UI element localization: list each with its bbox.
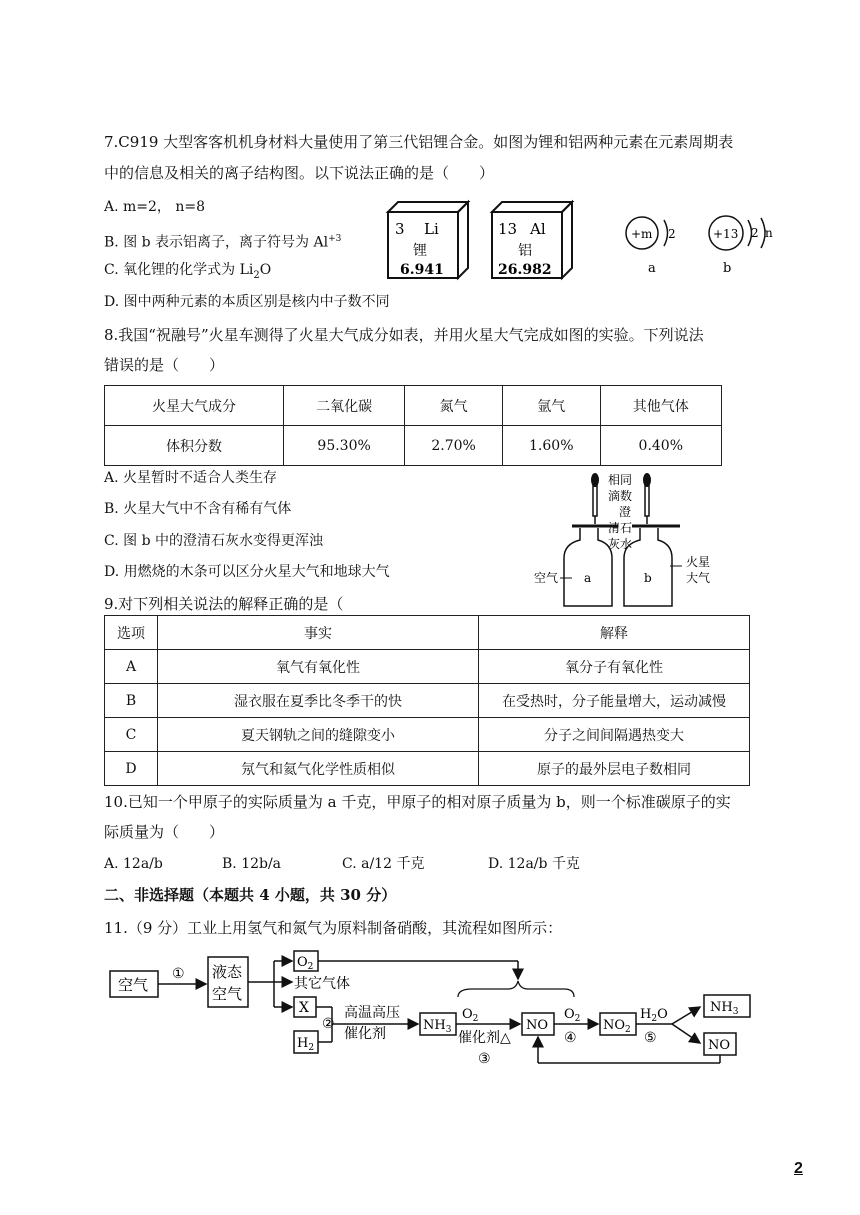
h2o-label: $H_2O$ (640, 1007, 668, 1024)
q8-option-d: D. 用燃烧的木条可以区分火星大气和地球大气 (104, 564, 390, 580)
q7-figure (380, 190, 790, 290)
table-cell: 氧分子有氧化性 (479, 650, 750, 684)
table-cell: 体积分数 (105, 426, 284, 466)
table-cell: 湿衣服在夏季比冬季干的快 (158, 684, 479, 718)
dropper-label-3: 澄 (619, 505, 632, 519)
no-out-label: NO (708, 1038, 731, 1053)
table-cell: 1.60% (502, 426, 600, 466)
o2-label-3: $O_2$ (462, 1007, 479, 1024)
mars-atm-label-1: 火星 (686, 555, 711, 569)
q8-bottle-figure (520, 470, 730, 610)
dropper-label-5: 灰水 (608, 537, 633, 551)
q9-stem: 9.对下列相关说法的解释正确的是（ (104, 595, 344, 613)
table-header-cell: 解释 (479, 616, 750, 650)
table-row (105, 616, 750, 650)
q10-option-a: A. 12a/b (104, 856, 163, 872)
condition-2-top: 高温高压 (344, 1005, 400, 1021)
mars-atm-label-2: 大气 (686, 571, 711, 585)
nitric-acid-flowchart (100, 945, 780, 1075)
table-row (105, 752, 750, 786)
q8-stem-line1: 8.我国“祝融号”火星车测得了火星大气成分如表，并用火星大气完成如图的实验。下列说法 (104, 326, 704, 344)
table-cell: 氖气和氦气化学性质相似 (158, 752, 479, 786)
air-label: 空气 (534, 571, 559, 585)
air-box-label: 空气 (118, 976, 149, 994)
bottle-a (564, 528, 612, 606)
table-row (105, 684, 750, 718)
q10-stem-line1: 10.已知一个甲原子的实际质量为 a 千克，甲原子的相对原子质量为 b，则一个标准碳原子的实 (104, 793, 731, 811)
table-cell: D (105, 752, 158, 786)
table-cell: 氮气 (405, 386, 503, 426)
dropper-left (591, 473, 599, 524)
al-name: 铝 (518, 243, 532, 259)
al-symbol: Al (530, 220, 546, 238)
step-1-label: ① (172, 966, 185, 982)
brace (458, 981, 574, 997)
x-box-label: X (299, 1000, 309, 1016)
q10-option-d: D. 12a/b 千克 (488, 856, 580, 872)
step-2-label: ② (322, 1016, 335, 1032)
table-cell: 2.70% (405, 426, 503, 466)
no-box-label: NO (526, 1018, 549, 1033)
dropper-label-2: 滴数 (608, 489, 633, 503)
step-4-label: ④ (564, 1030, 577, 1046)
q7-option-a: A. m=2， n=8 (104, 199, 206, 215)
step-3-label: ③ (478, 1051, 491, 1067)
mars-atmosphere-table (104, 385, 722, 466)
table-cell: 氩气 (502, 386, 600, 426)
li-name: 锂 (413, 243, 427, 259)
h2-box-label: $H_2$ (297, 1036, 315, 1053)
table-cell: 夏天钢轨之间的缝隙变小 (158, 718, 479, 752)
dropper-right (643, 473, 651, 524)
ion-b-shell2: n (765, 226, 773, 240)
dropper-label-1: 相同 (608, 473, 633, 487)
q8-option-c: C. 图 b 中的澄清石灰水变得更浑浊 (104, 533, 323, 549)
bottle-b-label: b (644, 571, 652, 585)
ion-b-nucleus: +13 (713, 227, 739, 241)
catalyst-3-label: 催化剂△ (458, 1030, 511, 1046)
condition-2-bottom: 催化剂 (344, 1026, 386, 1042)
bottle-a-label: a (584, 571, 592, 585)
no2-box-label: $NO_2$ (603, 1018, 631, 1035)
q7-option-b-text: B. 图 b 表示铝离子，离子符号为 Al (104, 234, 329, 251)
dropper-label-4: 清石 (608, 521, 633, 535)
ion-b-shell1: 2 (751, 226, 759, 240)
liquid-air-label-1: 液态 (212, 963, 243, 981)
q7-option-c-o: O (259, 262, 272, 278)
table-cell: 分子之间间隔遇热变大 (479, 718, 750, 752)
q8-option-b: B. 火星大气中不含有稀有气体 (104, 501, 292, 517)
table-header-cell: 选项 (105, 616, 158, 650)
ion-a-shell: 2 (668, 227, 676, 241)
table-row (105, 386, 722, 426)
q10-stem-line2: 际质量为（ ） (104, 823, 225, 841)
liquid-air-label-2: 空气 (212, 985, 243, 1003)
ion-a-label: a (648, 261, 656, 276)
q7-option-c (104, 260, 271, 286)
table-row (105, 650, 750, 684)
o2-label-4: $O_2$ (564, 1007, 581, 1024)
other-gas-label: 其它气体 (294, 976, 350, 992)
section-2-heading: 二、非选择题（本题共 4 小题，共 30 分） (104, 886, 397, 904)
table-cell: 在受热时，分子能量增大，运动减慢 (479, 684, 750, 718)
table-cell: 0.40% (600, 426, 721, 466)
table-row (105, 426, 722, 466)
q7-option-b (104, 229, 341, 253)
ion-a-diagram (626, 217, 676, 276)
table-cell: 二氧化碳 (283, 386, 404, 426)
al-number: 13 (498, 220, 518, 238)
page-number: 2 (794, 1160, 803, 1177)
table-cell: B (105, 684, 158, 718)
table-cell: C (105, 718, 158, 752)
o2-box-label: $O_2$ (297, 955, 314, 972)
q7-stem-line1: 7.C919 大型客客机机身材料大量使用了第三代铝锂合金。如图为锂和铝两种元素在元素周期表 (104, 133, 734, 151)
q10-option-b: B. 12b/a (222, 856, 282, 872)
table-row (105, 718, 750, 752)
table-cell: 95.30% (283, 426, 404, 466)
li-mass: 6.941 (400, 262, 444, 278)
q7-option-c-text: C. 氧化锂的化学式为 Li (104, 262, 254, 278)
al-mass: 26.982 (498, 262, 552, 278)
step-5-label: ⑤ (644, 1030, 657, 1046)
ion-a-nucleus: +m (631, 227, 653, 241)
li-symbol: Li (424, 220, 439, 238)
q7-option-b-charge: +3 (328, 234, 342, 244)
table-cell: 其他气体 (600, 386, 721, 426)
q10-option-c: C. a/12 千克 (342, 856, 425, 872)
q8-option-a: A. 火星暂时不适合人类生存 (104, 470, 278, 486)
li-number: 3 (395, 220, 405, 238)
table-cell: 氧气有氧化性 (158, 650, 479, 684)
q11-stem: 11.（9 分）工业上用氢气和氮气为原料制备硝酸，其流程如图所示： (104, 919, 563, 937)
q7-stem-line2: 中的信息及相关的离子结构图。以下说法正确的是（ ） (104, 164, 495, 182)
table-cell: A (105, 650, 158, 684)
table-cell: 原子的最外层电子数相同 (479, 752, 750, 786)
ion-b-diagram (709, 216, 773, 276)
table-cell: 火星大气成分 (105, 386, 284, 426)
q9-table (104, 615, 750, 786)
ion-b-label: b (723, 261, 732, 276)
q7-option-d: D. 图中两种元素的本质区别是核内中子数不同 (104, 294, 390, 310)
q7-option-c-sub: 2 (253, 269, 260, 281)
q8-stem-line2: 错误的是（ ） (104, 356, 225, 374)
nh3-out-label: $NH_3$ (710, 1000, 739, 1017)
aluminum-card (492, 202, 572, 278)
table-header-cell: 事实 (158, 616, 479, 650)
lithium-card (388, 202, 468, 278)
nh3-box-label: $NH_3$ (423, 1018, 452, 1035)
